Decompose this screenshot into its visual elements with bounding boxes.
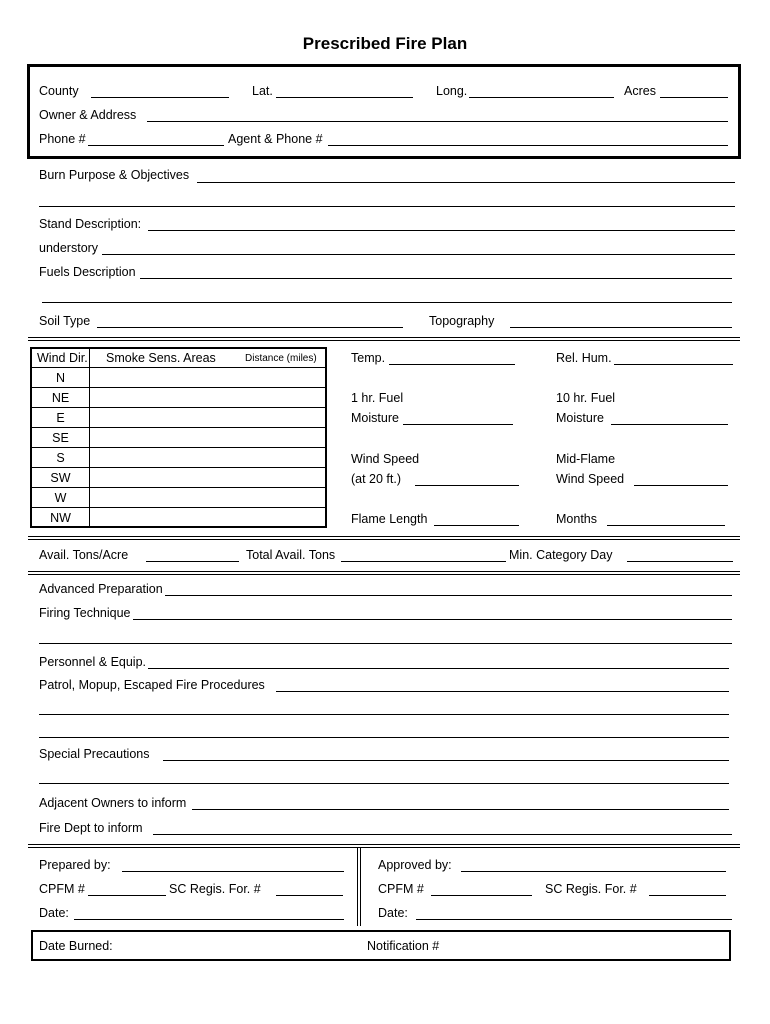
topography-field[interactable] [510, 327, 732, 328]
special-precautions-field[interactable] [163, 760, 729, 761]
patrol-field[interactable] [276, 691, 729, 692]
table-rule [31, 487, 326, 488]
adjacent-owners-field[interactable] [192, 809, 729, 810]
divider [28, 844, 740, 845]
table-rule [31, 407, 326, 408]
wind-dir-sw: SW [50, 471, 71, 485]
smoke-sens-header: Smoke Sens. Areas [106, 351, 216, 365]
wind-dir-n: N [55, 371, 66, 385]
rel-hum-label: Rel. Hum. [556, 351, 612, 365]
firing-technique-label: Firing Technique [39, 606, 131, 620]
flame-length-field[interactable] [434, 525, 519, 526]
long-label: Long. [436, 84, 468, 98]
acres-label: Acres [624, 84, 656, 98]
cpfm-right-label: CPFM # [378, 882, 424, 896]
phone-label: Phone # [39, 132, 86, 146]
patrol-field-3[interactable] [39, 737, 729, 738]
sc-regis-left-label: SC Regis. For. # [169, 882, 261, 896]
fuel-1hr-moisture-field[interactable] [403, 424, 513, 425]
avail-tons-acre-field[interactable] [146, 561, 239, 562]
county-field[interactable] [91, 97, 229, 98]
lat-field[interactable] [276, 97, 413, 98]
divider [28, 539, 740, 540]
fuels-description-field[interactable] [140, 278, 732, 279]
min-category-day-field[interactable] [627, 561, 733, 562]
midflame-wind-label: Wind Speed [556, 472, 625, 486]
soil-type-field[interactable] [97, 327, 403, 328]
table-rule [31, 467, 326, 468]
fuel-1hr-label: 1 hr. Fuel [351, 391, 404, 405]
firing-technique-field[interactable] [133, 619, 732, 620]
cpfm-left-field[interactable] [88, 895, 166, 896]
burn-purpose-field[interactable] [197, 182, 735, 183]
table-rule [31, 507, 326, 508]
burn-purpose-field-2[interactable] [39, 206, 735, 207]
divider [28, 847, 740, 848]
burn-purpose-label: Burn Purpose & Objectives [39, 168, 190, 182]
topography-label: Topography [429, 314, 495, 328]
months-label: Months [556, 512, 597, 526]
notification-label: Notification # [367, 939, 440, 953]
midflame-label: Mid-Flame [556, 452, 616, 466]
approved-by-field[interactable] [461, 871, 726, 872]
date-left-label: Date: [39, 906, 69, 920]
phone-field[interactable] [88, 145, 224, 146]
advanced-preparation-field[interactable] [165, 595, 732, 596]
table-rule [31, 427, 326, 428]
approved-by-label: Approved by: [378, 858, 452, 872]
divider [28, 536, 740, 537]
prepared-by-label: Prepared by: [39, 858, 111, 872]
avail-tons-acre-label: Avail. Tons/Acre [39, 548, 129, 562]
prepared-by-field[interactable] [122, 871, 344, 872]
months-field[interactable] [607, 525, 725, 526]
agent-phone-field[interactable] [328, 145, 728, 146]
fire-dept-field[interactable] [153, 834, 732, 835]
personnel-equip-field[interactable] [148, 668, 729, 669]
table-rule [31, 387, 326, 388]
wind-dir-ne: NE [51, 391, 70, 405]
divider [28, 337, 740, 338]
special-precautions-label: Special Precautions [39, 747, 150, 761]
acres-field[interactable] [660, 97, 728, 98]
owner-address-label: Owner & Address [39, 108, 137, 122]
date-right-field[interactable] [416, 919, 732, 920]
fuel-10hr-moisture-label: Moisture [556, 411, 604, 425]
adjacent-owners-label: Adjacent Owners to inform [39, 796, 187, 810]
divider [28, 574, 740, 575]
signoff-divider [360, 848, 361, 926]
fuel-10hr-moisture-field[interactable] [611, 424, 728, 425]
table-rule [31, 447, 326, 448]
wind-dir-nw: NW [50, 511, 71, 525]
cpfm-right-field[interactable] [431, 895, 532, 896]
firing-technique-field-2[interactable] [39, 643, 732, 644]
date-burned-label: Date Burned: [39, 939, 113, 953]
wind-dir-s: S [56, 451, 65, 465]
wind-dir-se: SE [52, 431, 69, 445]
wind-speed-label: Wind Speed [351, 452, 420, 466]
wind-dir-e: E [56, 411, 65, 425]
cpfm-left-label: CPFM # [39, 882, 85, 896]
patrol-field-2[interactable] [39, 714, 729, 715]
flame-length-label: Flame Length [351, 512, 428, 526]
date-right-label: Date: [378, 906, 408, 920]
lat-label: Lat. [252, 84, 273, 98]
wind-speed-height-label: (at 20 ft.) [351, 472, 402, 486]
stand-description-label: Stand Description: [39, 217, 142, 231]
personnel-equip-label: Personnel & Equip. [39, 655, 147, 669]
owner-address-field[interactable] [147, 121, 728, 122]
fuel-1hr-moisture-label: Moisture [351, 411, 399, 425]
wind-dir-w: W [54, 491, 67, 505]
wind-dir-header: Wind Dir. [37, 351, 88, 365]
sc-regis-right-field[interactable] [649, 895, 726, 896]
county-label: County [39, 84, 79, 98]
divider [28, 340, 740, 341]
wind-table-col-divider [89, 348, 90, 527]
date-left-field[interactable] [74, 919, 344, 920]
long-field[interactable] [469, 97, 614, 98]
fuels-description-label: Fuels Description [39, 265, 136, 279]
page-title: Prescribed Fire Plan [302, 34, 468, 53]
understory-label: understory [39, 241, 99, 255]
patrol-label: Patrol, Mopup, Escaped Fire Procedures [39, 678, 265, 692]
special-precautions-field-2[interactable] [39, 783, 729, 784]
sc-regis-right-label: SC Regis. For. # [545, 882, 637, 896]
fuel-10hr-label: 10 hr. Fuel [556, 391, 616, 405]
min-category-day-label: Min. Category Day [509, 548, 613, 562]
soil-type-label: Soil Type [39, 314, 91, 328]
table-rule [31, 367, 326, 368]
temp-label: Temp. [351, 351, 386, 365]
distance-header: Distance (miles) [245, 353, 317, 364]
sc-regis-left-field[interactable] [276, 895, 343, 896]
wind-speed-field[interactable] [415, 485, 519, 486]
total-avail-tons-field[interactable] [341, 561, 506, 562]
temp-field[interactable] [389, 364, 515, 365]
understory-field[interactable] [102, 254, 735, 255]
signoff-divider [357, 848, 358, 926]
total-avail-tons-label: Total Avail. Tons [246, 548, 336, 562]
midflame-wind-field[interactable] [634, 485, 728, 486]
fuels-description-field-2[interactable] [42, 302, 732, 303]
agent-phone-label: Agent & Phone # [228, 132, 323, 146]
rel-hum-field[interactable] [614, 364, 733, 365]
advanced-preparation-label: Advanced Preparation [39, 582, 163, 596]
stand-description-field[interactable] [148, 230, 735, 231]
fire-dept-label: Fire Dept to inform [39, 821, 143, 835]
divider [28, 571, 740, 572]
